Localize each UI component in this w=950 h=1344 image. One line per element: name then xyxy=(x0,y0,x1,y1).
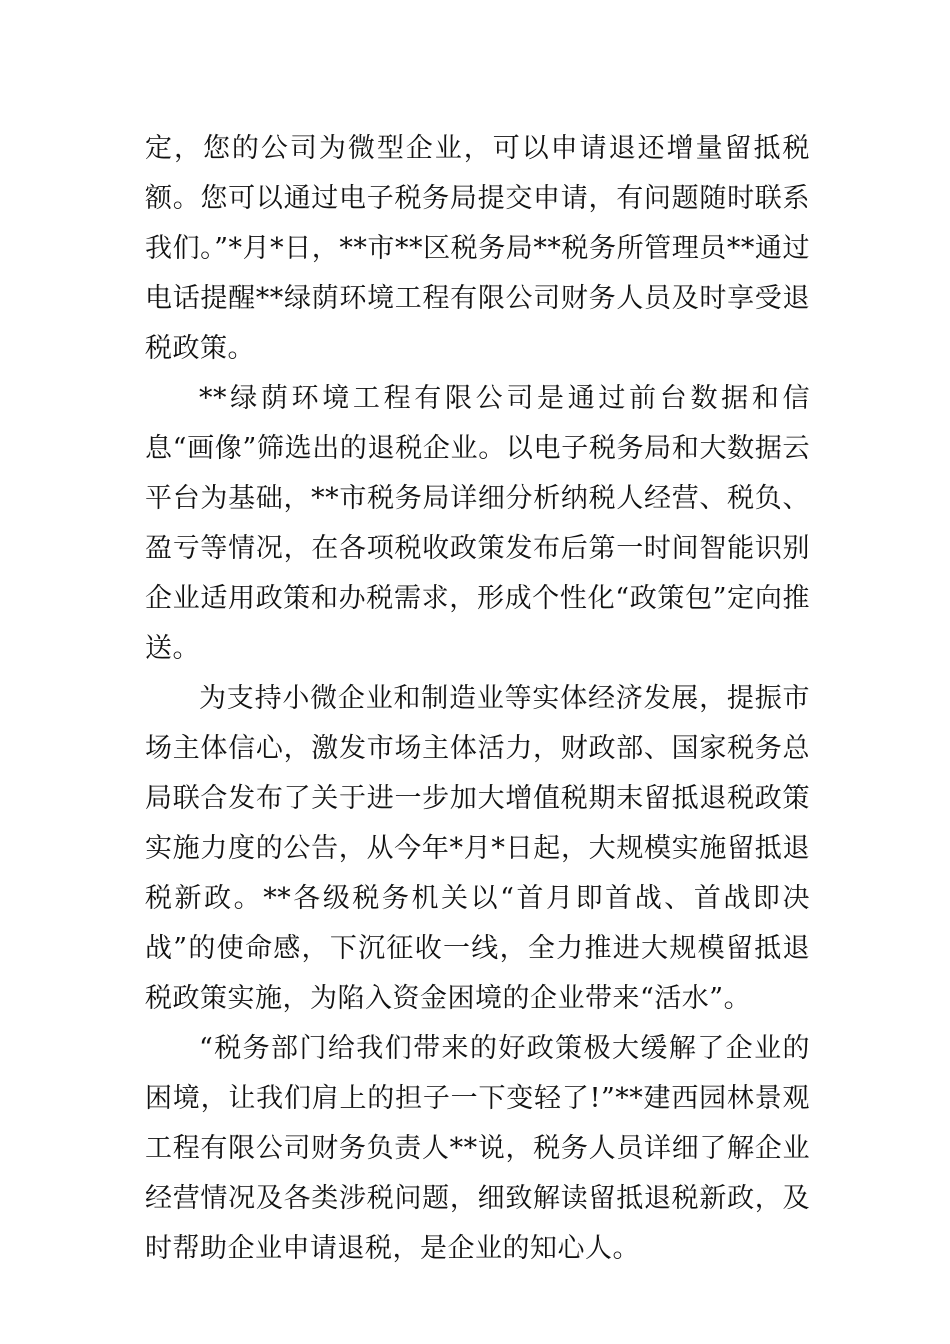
paragraph: “税务部门给我们带来的好政策极大缓解了企业的困境，让我们肩上的担子一下变轻了!”**建西园林景观工程有限公司财务负责人**说，税务人员详细了解企业经营情况及各类涉税问题，细致解读留抵退税新政，及时帮助企业申请退税，是企业的知心人。 xyxy=(145,1033,810,1264)
paragraph: **绿荫环境工程有限公司是通过前台数据和信息“画像”筛选出的退税企业。以电子税务局和大数据云平台为基础，**市税务局详细分析纳税人经营、税负、盈亏等情况，在各项税收政策发布后第一时间智能识别企业适用政策和办税需求，形成个性化“政策包”定向推送。 xyxy=(145,383,810,664)
document-body xyxy=(145,124,810,1274)
paragraph: 为支持小微企业和制造业等实体经济发展，提振市场主体信心，激发市场主体活力，财政部、国家税务总局联合发布了关于进一步加大增值税期末留抵退税政策实施力度的公告，从今年*月*日起，大规模实施留抵退税新政。**各级税务机关以“首月即首战、首战即决战”的使命感，下沉征收一线，全力推进大规模留抵退税政策实施，为陷入资金困境的企业带来“活水”。 xyxy=(145,683,810,1014)
paragraph-continuation: 定，您的公司为微型企业，可以申请退还增量留抵税额。您可以通过电子税务局提交申请，有问题随时联系我们。”*月*日，**市**区税务局**税务所管理员**通过电话提醒**绿荫环境工程有限公司财务人员及时享受退税政策。 xyxy=(145,133,810,364)
